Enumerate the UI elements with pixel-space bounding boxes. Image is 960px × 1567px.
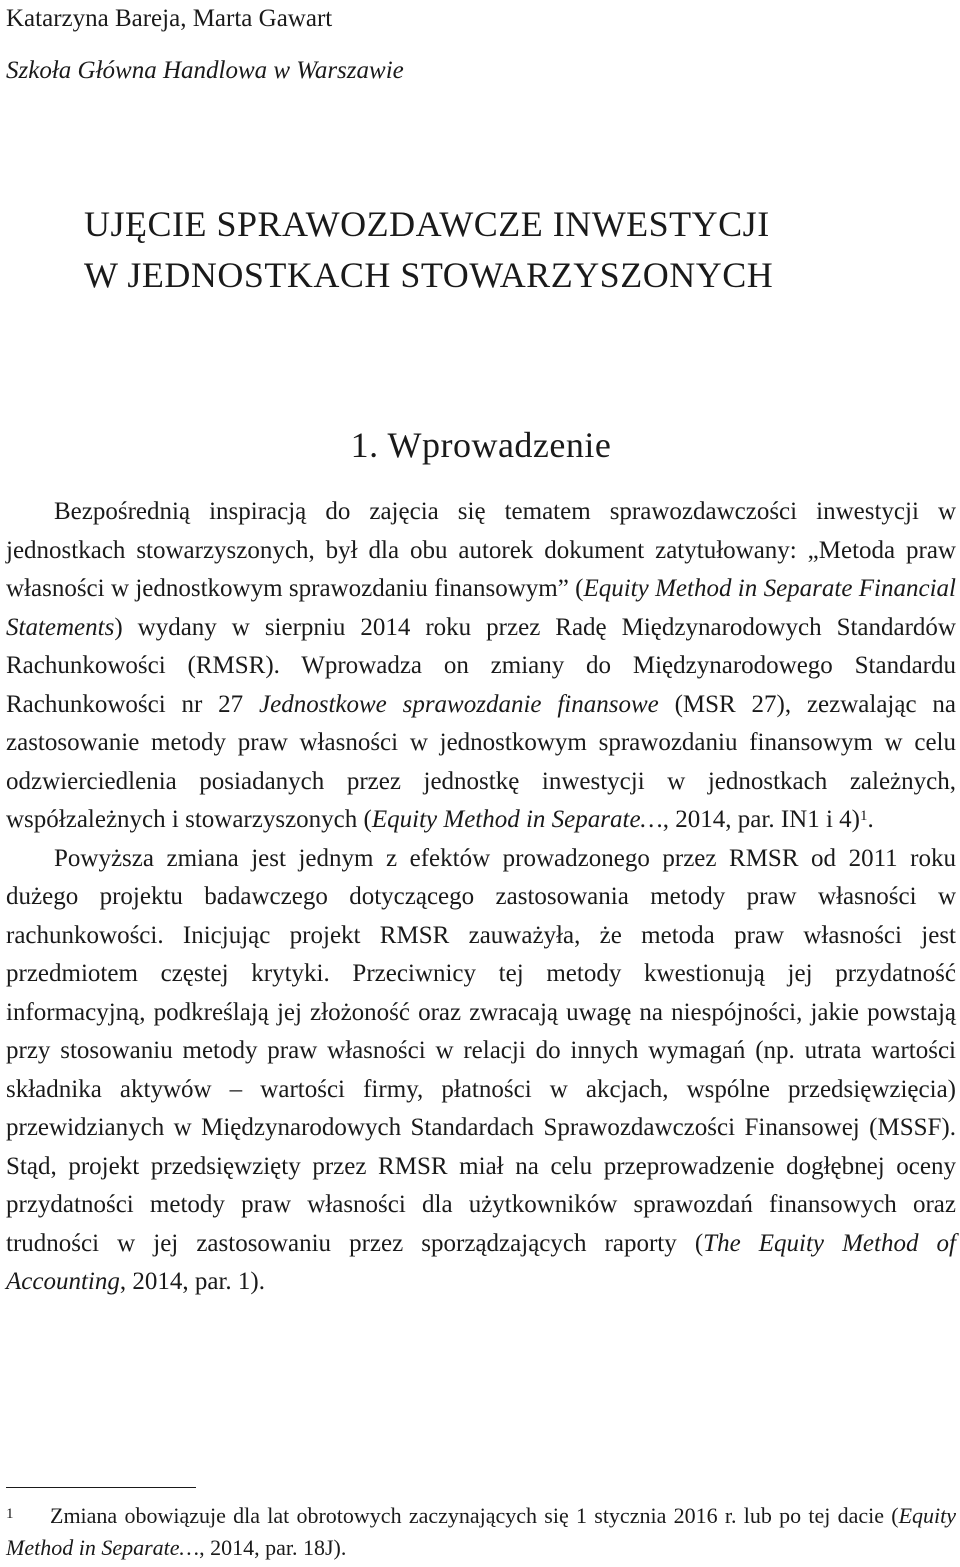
paragraph-1-text-a: Bezpośrednią inspiracją do zajęcia się tematem sprawozdawczości inwestycji w jednostkach stowarzyszonych, był dla obu autorek dokument zatytułowany: „Metoda praw własności w jednostkowym sprawozdaniu finansowym” ( — [6, 498, 956, 602]
authors: Katarzyna Bareja, Marta Gawart — [6, 5, 333, 32]
footnote — [6, 1500, 956, 1564]
paper-title — [84, 199, 773, 301]
footnote-number: 1 — [6, 1506, 14, 1522]
paragraph-2 — [6, 840, 956, 1302]
paragraph-1-italic-c: Equity Method in Separate… — [371, 806, 663, 833]
footnote-italic-a: Equity Method in Separate… — [6, 1503, 956, 1560]
body-text — [6, 493, 956, 1302]
paragraph-1-text-d: , 2014, par. IN1 i 4) — [662, 806, 860, 833]
paper-title-line-2: W JEDNOSTKACH STOWARZYSZONYCH — [84, 255, 774, 295]
paragraph-2-text-a: Powyższa zmiana jest jednym z efektów prowadzonego przez RMSR od 2011 roku dużego projektu badawczego dotyczącego zastosowania metody praw własności w rachunkowości. Inicjując projekt RMSR zauważyła, że metoda praw własności jest przedmiotem częstej krytyki. Przeciwnicy tej metody kwestionują jej przydatność informacyjną, podkreślają jej złożoność oraz zwracają uwagę na niespójności, jakie powstają przy stosowaniu metody praw własności w relacji do innych wymagań (np. utrata wartości składnika aktywów – wartości firmy, płatności w akcjach, wspólne przedsięwzięcia) przewidzianych w Międzynarodowych Standardach Sprawozdawczości Finansowej (MSSF). Stąd, projekt przedsięwzięty przez RMSR miał na celu przeprowadzenie dogłębnej oceny przydatności metody praw własności dla użytkowników sprawozdań finansowych oraz trudności w jej zastosowaniu przez sporządzających raporty ( — [6, 844, 956, 1257]
footnote-reference[interactable]: 1 — [859, 808, 868, 824]
footnote-divider — [6, 1487, 196, 1488]
paragraph-2-italic-a: The Equity Method of Accounting — [6, 1229, 956, 1295]
footnote-text-b: , 2014, par. 18J). — [199, 1535, 347, 1560]
paragraph-1-text-c: (MSR 27), zezwalając na zastosowanie metody praw własności w jednostkowym sprawozdaniu finansowym w celu odzwierciedlenia posiadanych przez jednostkę inwestycji w jednostkach zależnych, współzależnych i stowarzyszonych ( — [6, 690, 956, 833]
paragraph-1-text-e: . — [867, 806, 874, 833]
paragraph-1-italic-a: Equity Method in Separate Financial Statements — [6, 575, 956, 641]
footnote-text-a: Zmiana obowiązuje dla lat obrotowych zaczynających się 1 stycznia 2016 r. lub po tej dacie ( — [50, 1503, 899, 1528]
paper-title-line-1: UJĘCIE SPRAWOZDAWCZE INWESTYCJI — [84, 204, 770, 244]
paragraph-1-italic-b: Jednostkowe sprawozdanie finansowe — [259, 690, 659, 718]
affiliation: Szkoła Główna Handlowa w Warszawie — [6, 57, 404, 84]
section-heading: 1. Wprowadzenie — [350, 425, 612, 465]
paragraph-1 — [6, 493, 956, 840]
paragraph-1-text-b: ) wydany w sierpniu 2014 roku przez Radę Międzynarodowych Standardów Rachunkowości (RMSR). Wprowadza on zmiany do Międzynarodowego Standardu Rachunkowości nr 27 — [6, 613, 956, 718]
paragraph-2-text-b: , 2014, par. 1). — [119, 1268, 265, 1295]
